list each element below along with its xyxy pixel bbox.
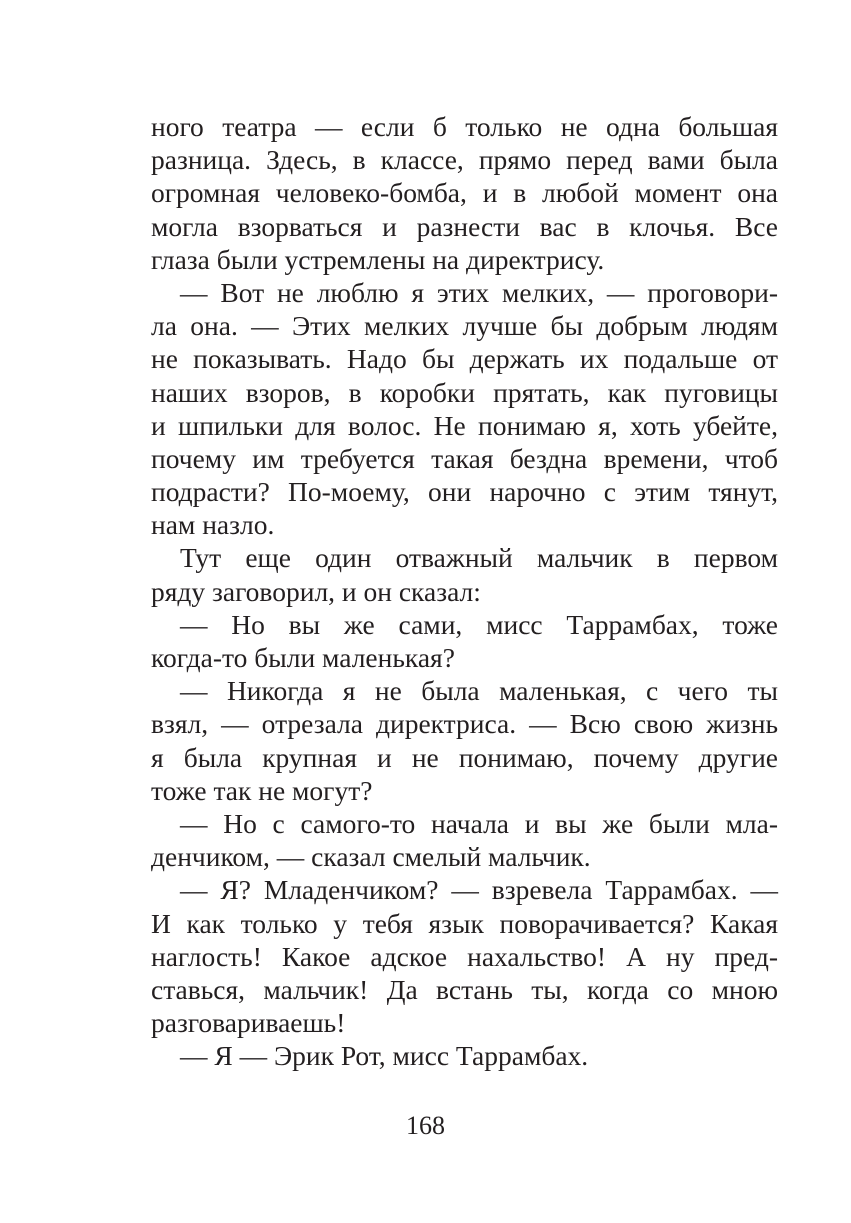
text-line: и шпильки для волос. Не понимаю я, хоть убейте,	[151, 409, 778, 441]
text-line: — Никогда я не была маленькая, с чего ты	[180, 675, 778, 707]
page-number: 168	[406, 1111, 445, 1140]
text-line: наглость! Какое адское нахальство! А ну пред-	[151, 940, 778, 972]
text-line: подрасти? По-моему, они нарочно с этим тянут,	[151, 476, 778, 508]
text-line: И как только у тебя язык поворачивается? Какая	[151, 907, 778, 939]
text-line: ного театра — если б только не одна большая	[151, 111, 778, 142]
text-line: могла взорваться и разнести вас в клочья. Все	[151, 210, 778, 242]
text-line: взял, — отрезала директриса. — Всю свою жизнь	[151, 708, 778, 740]
text-line: почему им требуется такая бездна времени, чтоб	[151, 442, 778, 474]
text-line: когда-то были маленькая?	[151, 642, 455, 673]
text-line: ставься, мальчик! Да встань ты, когда со мною	[151, 973, 778, 1005]
text-line: Тут еще один отважный мальчик в первом	[180, 542, 778, 574]
text-line: — Но с самого-то начала и вы же были мла-	[180, 807, 778, 839]
text-line: нам назло.	[151, 509, 275, 541]
text-line: глаза были устремлены на директрису.	[151, 243, 605, 275]
text-line: денчиком, — сказал смелый мальчик.	[151, 841, 591, 873]
text-line: — Вот не люблю я этих мелких, — проговори-	[180, 276, 778, 308]
text-line: не показывать. Надо бы держать их подальше от	[151, 343, 778, 375]
text-line: — Я — Эрик Рот, мисс Таррамбах.	[180, 1040, 589, 1072]
text-line: ла она. — Этих мелких лучше бы добрым людям	[151, 310, 778, 342]
text-line: огромная человеко-бомба, и в любой момент она	[151, 177, 778, 209]
book-page-text	[151, 110, 778, 1072]
text-line: разговариваешь!	[151, 1007, 346, 1039]
text-line: — Но вы же сами, мисс Таррамбах, тоже	[180, 608, 778, 640]
text-line: ряду заговорил, и он сказал:	[151, 575, 481, 607]
text-line: наших взоров, в коробки прятать, как пуговицы	[151, 376, 778, 408]
text-line: — Я? Младенчиком? — взревела Таррамбах. —	[180, 874, 778, 906]
text-line: разница. Здесь, в классе, прямо перед вами была	[151, 144, 778, 176]
text-line: тоже так не могут?	[151, 774, 373, 806]
text-line: я была крупная и не понимаю, почему другие	[151, 741, 778, 773]
